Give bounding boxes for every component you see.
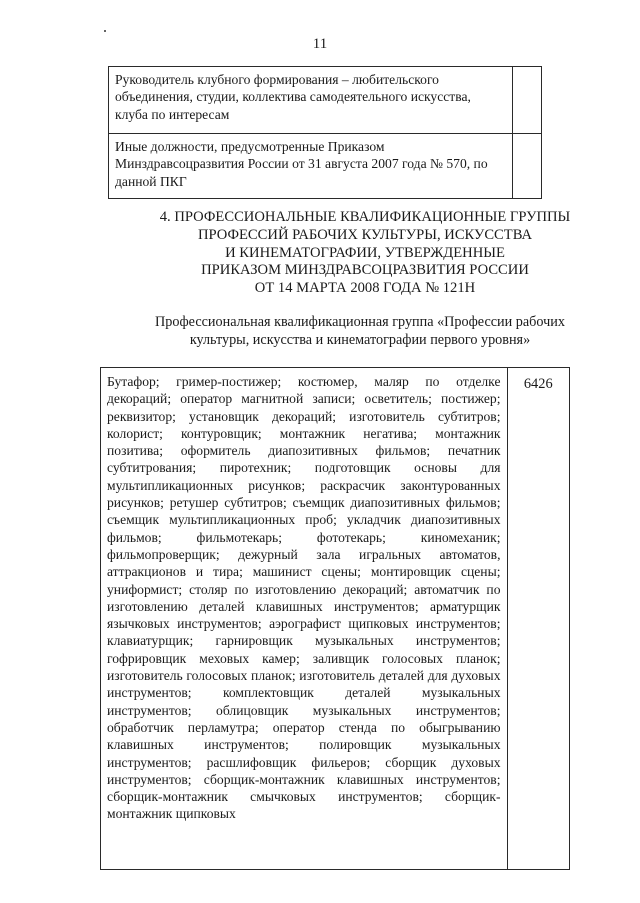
table-row: [101, 368, 570, 870]
professions-table: [100, 367, 570, 870]
group-title-line: Профессиональная квалификационная группа «Профессии рабочих: [155, 314, 565, 330]
position-cell: Руководитель клубного формирования – любительского объединения, студии, коллектива самодеятельного искусства, клуба по интересам: [109, 67, 513, 134]
professions-cell: Бутафор; гример-постижер; костюмер, маляр по отделке декораций; оператор магнитной записи; осветитель; постижер; реквизитор; установщик декораций; изготовитель субтитров; колорист; контуровщик; монтажник негатива; монтажник позитива; оформитель диапозитивных фильмов; печатник субтитрования; пиротехник; подготовщик основы для мультипликационных рисунков; раскрасчик законтурованных рисунков; ретушер субтитров; съемщик диапозитивных фильмов; съемщик мультипликационных проб; укладчик диапозитивных фильмов; фильмотекарь; фототекарь; киномеханик; фильмопроверщик; дежурный зала игральных автоматов, аттракционов и тира; машинист сцены; монтировщик сцены; униформист; столяр по изготовлению декораций; автоматчик по изготовлению деталей клавишных инструментов; арматурщик язычковых инструментов; аэрографист щипковых инструментов; клавиатурщик; гарнировщик музыкальных инструментов; гофрировщик меховых камер; заливщик голосовых планок; изготовитель голосовых планок; изготовитель деталей для духовых инструментов; комплектовщик деталей музыкальных инструментов; облицовщик музыкальных инструментов; обработчик перламутра; оператор стенда по обыгрыванию клавишных инструментов; полировщик музыкальных инструментов; расшлифовщик фильеров; сборщик духовых инструментов; сборщик-монтажник клавишных инструментов; сборщик-монтажник смычковых инструментов; сборщик-монтажник щипковых: [101, 368, 508, 870]
table-row: [109, 134, 542, 199]
position-cell: Иные должности, предусмотренные Приказом Минздравсоцразвития России от 31 августа 2007 года № 570, по данной ПКГ: [109, 134, 513, 199]
salary-cell: [513, 67, 542, 134]
group-title: [110, 314, 610, 349]
group-title-line: культуры, искусства и кинематографии первого уровня»: [189, 331, 531, 348]
section-heading-line: ПРОФЕССИЙ РАБОЧИХ КУЛЬТУРЫ, ИСКУССТВА: [197, 226, 533, 243]
section-heading-line: И КИНЕМАТОГРАФИИ, УТВЕРЖДЕННЫЕ: [225, 244, 505, 261]
table-row: [109, 67, 542, 134]
salary-cell: [513, 134, 542, 199]
section-heading: [140, 209, 590, 298]
page-number: 11: [312, 36, 328, 52]
previous-group-table: [108, 66, 542, 199]
scan-speck: [104, 30, 106, 32]
section-heading-line: ПРИКАЗОМ МИНЗДРАВСОЦРАЗВИТИЯ РОССИИ: [201, 262, 529, 279]
salary-code-cell: 6426: [507, 368, 570, 870]
section-heading-line: 4. ПРОФЕССИОНАЛЬНЫЕ КВАЛИФИКАЦИОННЫЕ ГРУППЫ: [159, 209, 571, 225]
section-heading-line: ОТ 14 МАРТА 2008 ГОДА № 121Н: [254, 280, 476, 297]
